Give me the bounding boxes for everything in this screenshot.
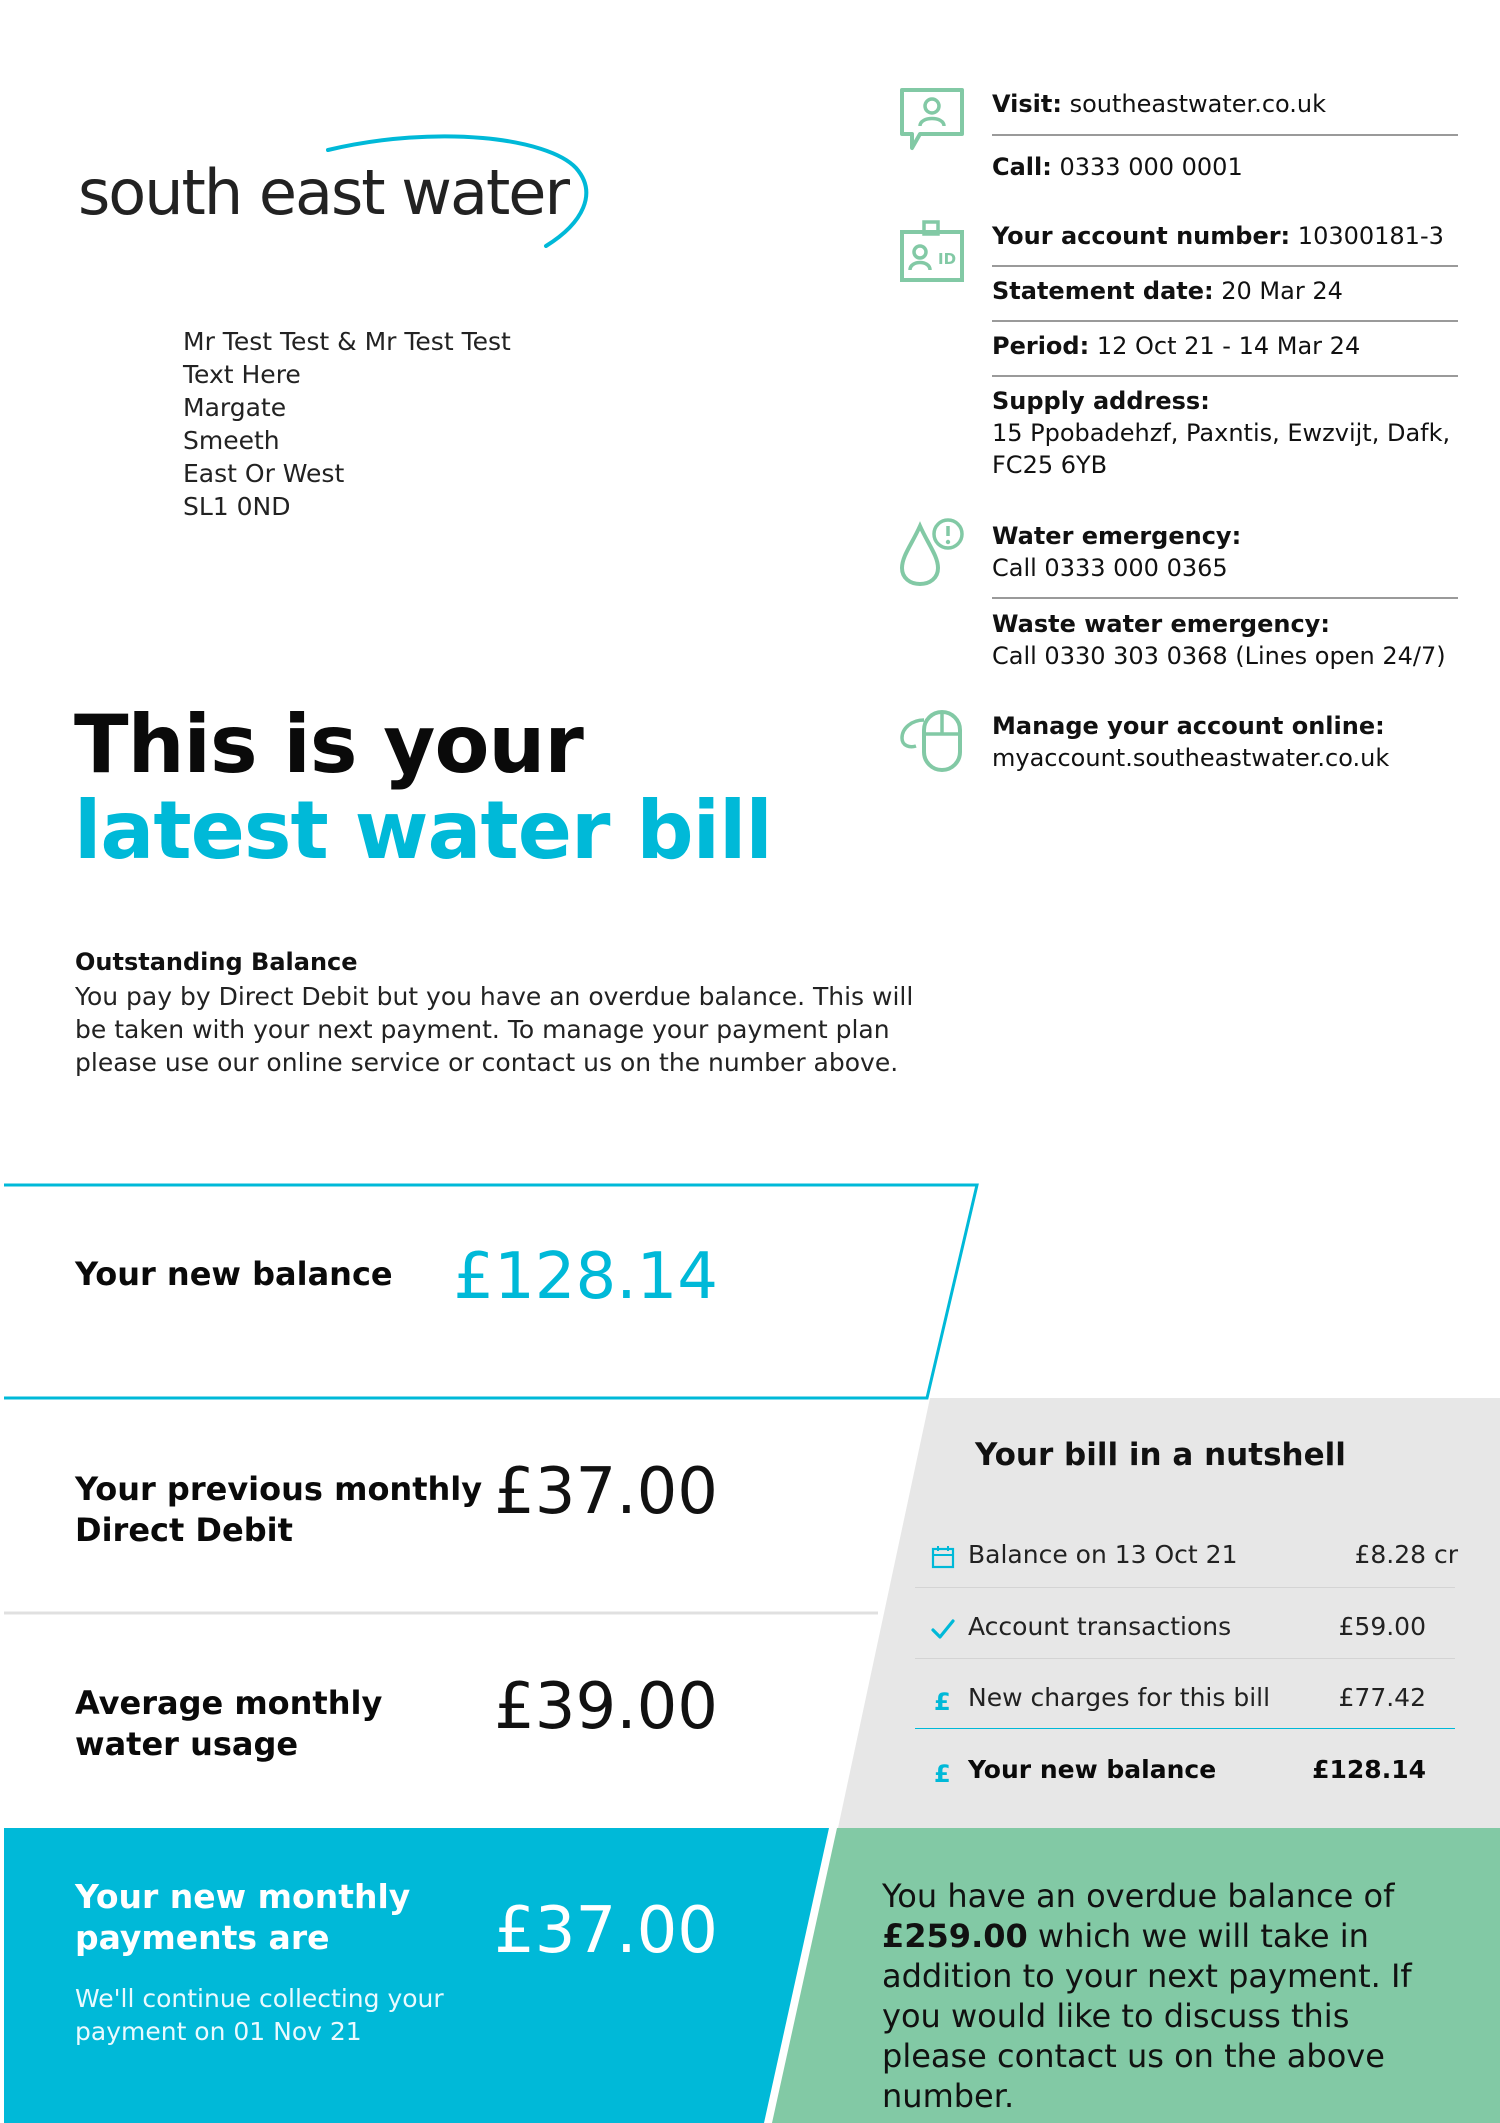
nutshell-total-value: £128.14 <box>1312 1755 1426 1784</box>
statement-date-value: 20 Mar 24 <box>1221 277 1343 305</box>
recipient-address <box>183 325 511 523</box>
svg-text:£: £ <box>934 1760 951 1786</box>
pound-icon <box>930 1688 956 1714</box>
collection-note-line: payment on 01 Nov 21 <box>75 2017 362 2046</box>
avg-usage-amount: £39.00 <box>494 1670 718 1744</box>
divider <box>992 265 1458 267</box>
water-emergency-info <box>992 520 1458 584</box>
phone-number[interactable]: 0333 000 0001 <box>1059 153 1243 181</box>
statement-date-label: Statement date: <box>992 277 1214 305</box>
nutshell-divider <box>915 1728 1455 1729</box>
supply-address-value: 15 Ppobadehzf, Paxntis, Ewzvijt, Dafk, FC25 6YB <box>992 419 1451 479</box>
address-line: Mr Test Test & Mr Test Test <box>183 327 511 356</box>
check-icon <box>930 1616 956 1642</box>
svg-text:£: £ <box>934 1688 951 1714</box>
previous-dd-amount: £37.00 <box>494 1455 718 1529</box>
new-balance-amount: £128.14 <box>453 1240 718 1314</box>
divider <box>992 134 1458 136</box>
outstanding-balance-title: Outstanding Balance <box>75 948 358 976</box>
water-drop-alert-icon <box>898 516 966 588</box>
overdue-text: which we will take in addition to your next payment. If you would like to discuss this please contact us on the above number. <box>882 1917 1412 2115</box>
nutshell-row-value: £8.28 cr <box>1354 1540 1458 1569</box>
speech-person-icon <box>898 86 966 154</box>
id-card-icon <box>898 218 966 286</box>
supply-address-info <box>992 385 1458 481</box>
visit-label: Visit: <box>992 90 1062 118</box>
waste-emergency-label: Waste water emergency: <box>992 610 1330 638</box>
waste-emergency-info <box>992 608 1458 672</box>
account-portal-link[interactable]: myaccount.southeastwater.co.uk <box>992 744 1390 772</box>
new-monthly-amount: £37.00 <box>494 1894 718 1968</box>
pound-icon <box>930 1760 956 1786</box>
call-label: Call: <box>992 153 1052 181</box>
new-monthly-label <box>75 1876 410 1958</box>
calendar-icon <box>930 1544 956 1570</box>
nutshell-total-label: Your new balance <box>968 1755 1217 1784</box>
svg-text:ID: ID <box>938 250 957 268</box>
period-info <box>992 330 1458 362</box>
water-emergency-label: Water emergency: <box>992 522 1242 550</box>
collection-note-line: We'll continue collecting your <box>75 1984 444 2013</box>
period-label: Period: <box>992 332 1090 360</box>
period-value: 12 Oct 21 - 14 Mar 24 <box>1096 332 1361 360</box>
address-line: East Or West <box>183 459 345 488</box>
call-info <box>992 151 1458 183</box>
address-line: Smeeth <box>183 426 280 455</box>
nutshell-row-value: £77.42 <box>1338 1683 1426 1712</box>
overdue-message <box>882 1876 1462 2116</box>
nutshell-row-value: £59.00 <box>1338 1612 1426 1641</box>
manage-account-info <box>992 710 1458 774</box>
visit-info <box>992 88 1458 120</box>
water-emergency-phone[interactable]: Call 0333 000 0365 <box>992 554 1228 582</box>
divider <box>992 320 1458 322</box>
account-number-label: Your account number: <box>992 222 1291 250</box>
previous-dd-label-line: Your previous monthly <box>75 1470 483 1508</box>
new-monthly-label-line: Your new monthly <box>75 1877 411 1916</box>
page-title-line1: This is your <box>74 698 583 791</box>
overdue-text: You have an overdue balance of <box>882 1877 1395 1915</box>
nutshell-row-label: New charges for this bill <box>968 1683 1271 1712</box>
avg-usage-label <box>75 1683 382 1765</box>
avg-usage-label-line: Average monthly <box>75 1684 383 1722</box>
waste-emergency-phone[interactable]: Call 0330 303 0368 (Lines open 24/7) <box>992 642 1446 670</box>
collection-note <box>75 1982 444 2048</box>
account-number-info <box>992 220 1458 252</box>
supply-address-label: Supply address: <box>992 387 1210 415</box>
page-title-line2: latest water bill <box>74 784 772 877</box>
nutshell-divider <box>915 1587 1455 1588</box>
mouse-hand-icon <box>898 706 966 776</box>
account-number-value: 10300181-3 <box>1297 222 1444 250</box>
nutshell-title: Your bill in a nutshell <box>975 1437 1346 1473</box>
new-monthly-label-line: payments are <box>75 1918 330 1957</box>
nutshell-row-label: Balance on 13 Oct 21 <box>968 1540 1238 1569</box>
manage-account-label: Manage your account online: <box>992 712 1385 740</box>
nutshell-row-label: Account transactions <box>968 1612 1232 1641</box>
nutshell-divider <box>915 1658 1455 1659</box>
overdue-amount: £259.00 <box>882 1917 1028 1955</box>
outstanding-balance-text: You pay by Direct Debit but you have an overdue balance. This will be taken with your next payment. To manage your payment plan please use our online service or contact us on the number above. <box>75 982 914 1077</box>
company-logo: south east water <box>78 156 568 229</box>
new-balance-label: Your new balance <box>75 1255 393 1293</box>
address-line: Margate <box>183 393 287 422</box>
divider <box>992 375 1458 377</box>
website-link[interactable]: southeastwater.co.uk <box>1069 90 1327 118</box>
address-line: Text Here <box>183 360 301 389</box>
statement-date-info <box>992 275 1458 307</box>
divider <box>992 597 1458 599</box>
address-line: SL1 0ND <box>183 492 291 521</box>
avg-usage-label-line: water usage <box>75 1725 299 1763</box>
previous-dd-label-line: Direct Debit <box>75 1511 293 1549</box>
